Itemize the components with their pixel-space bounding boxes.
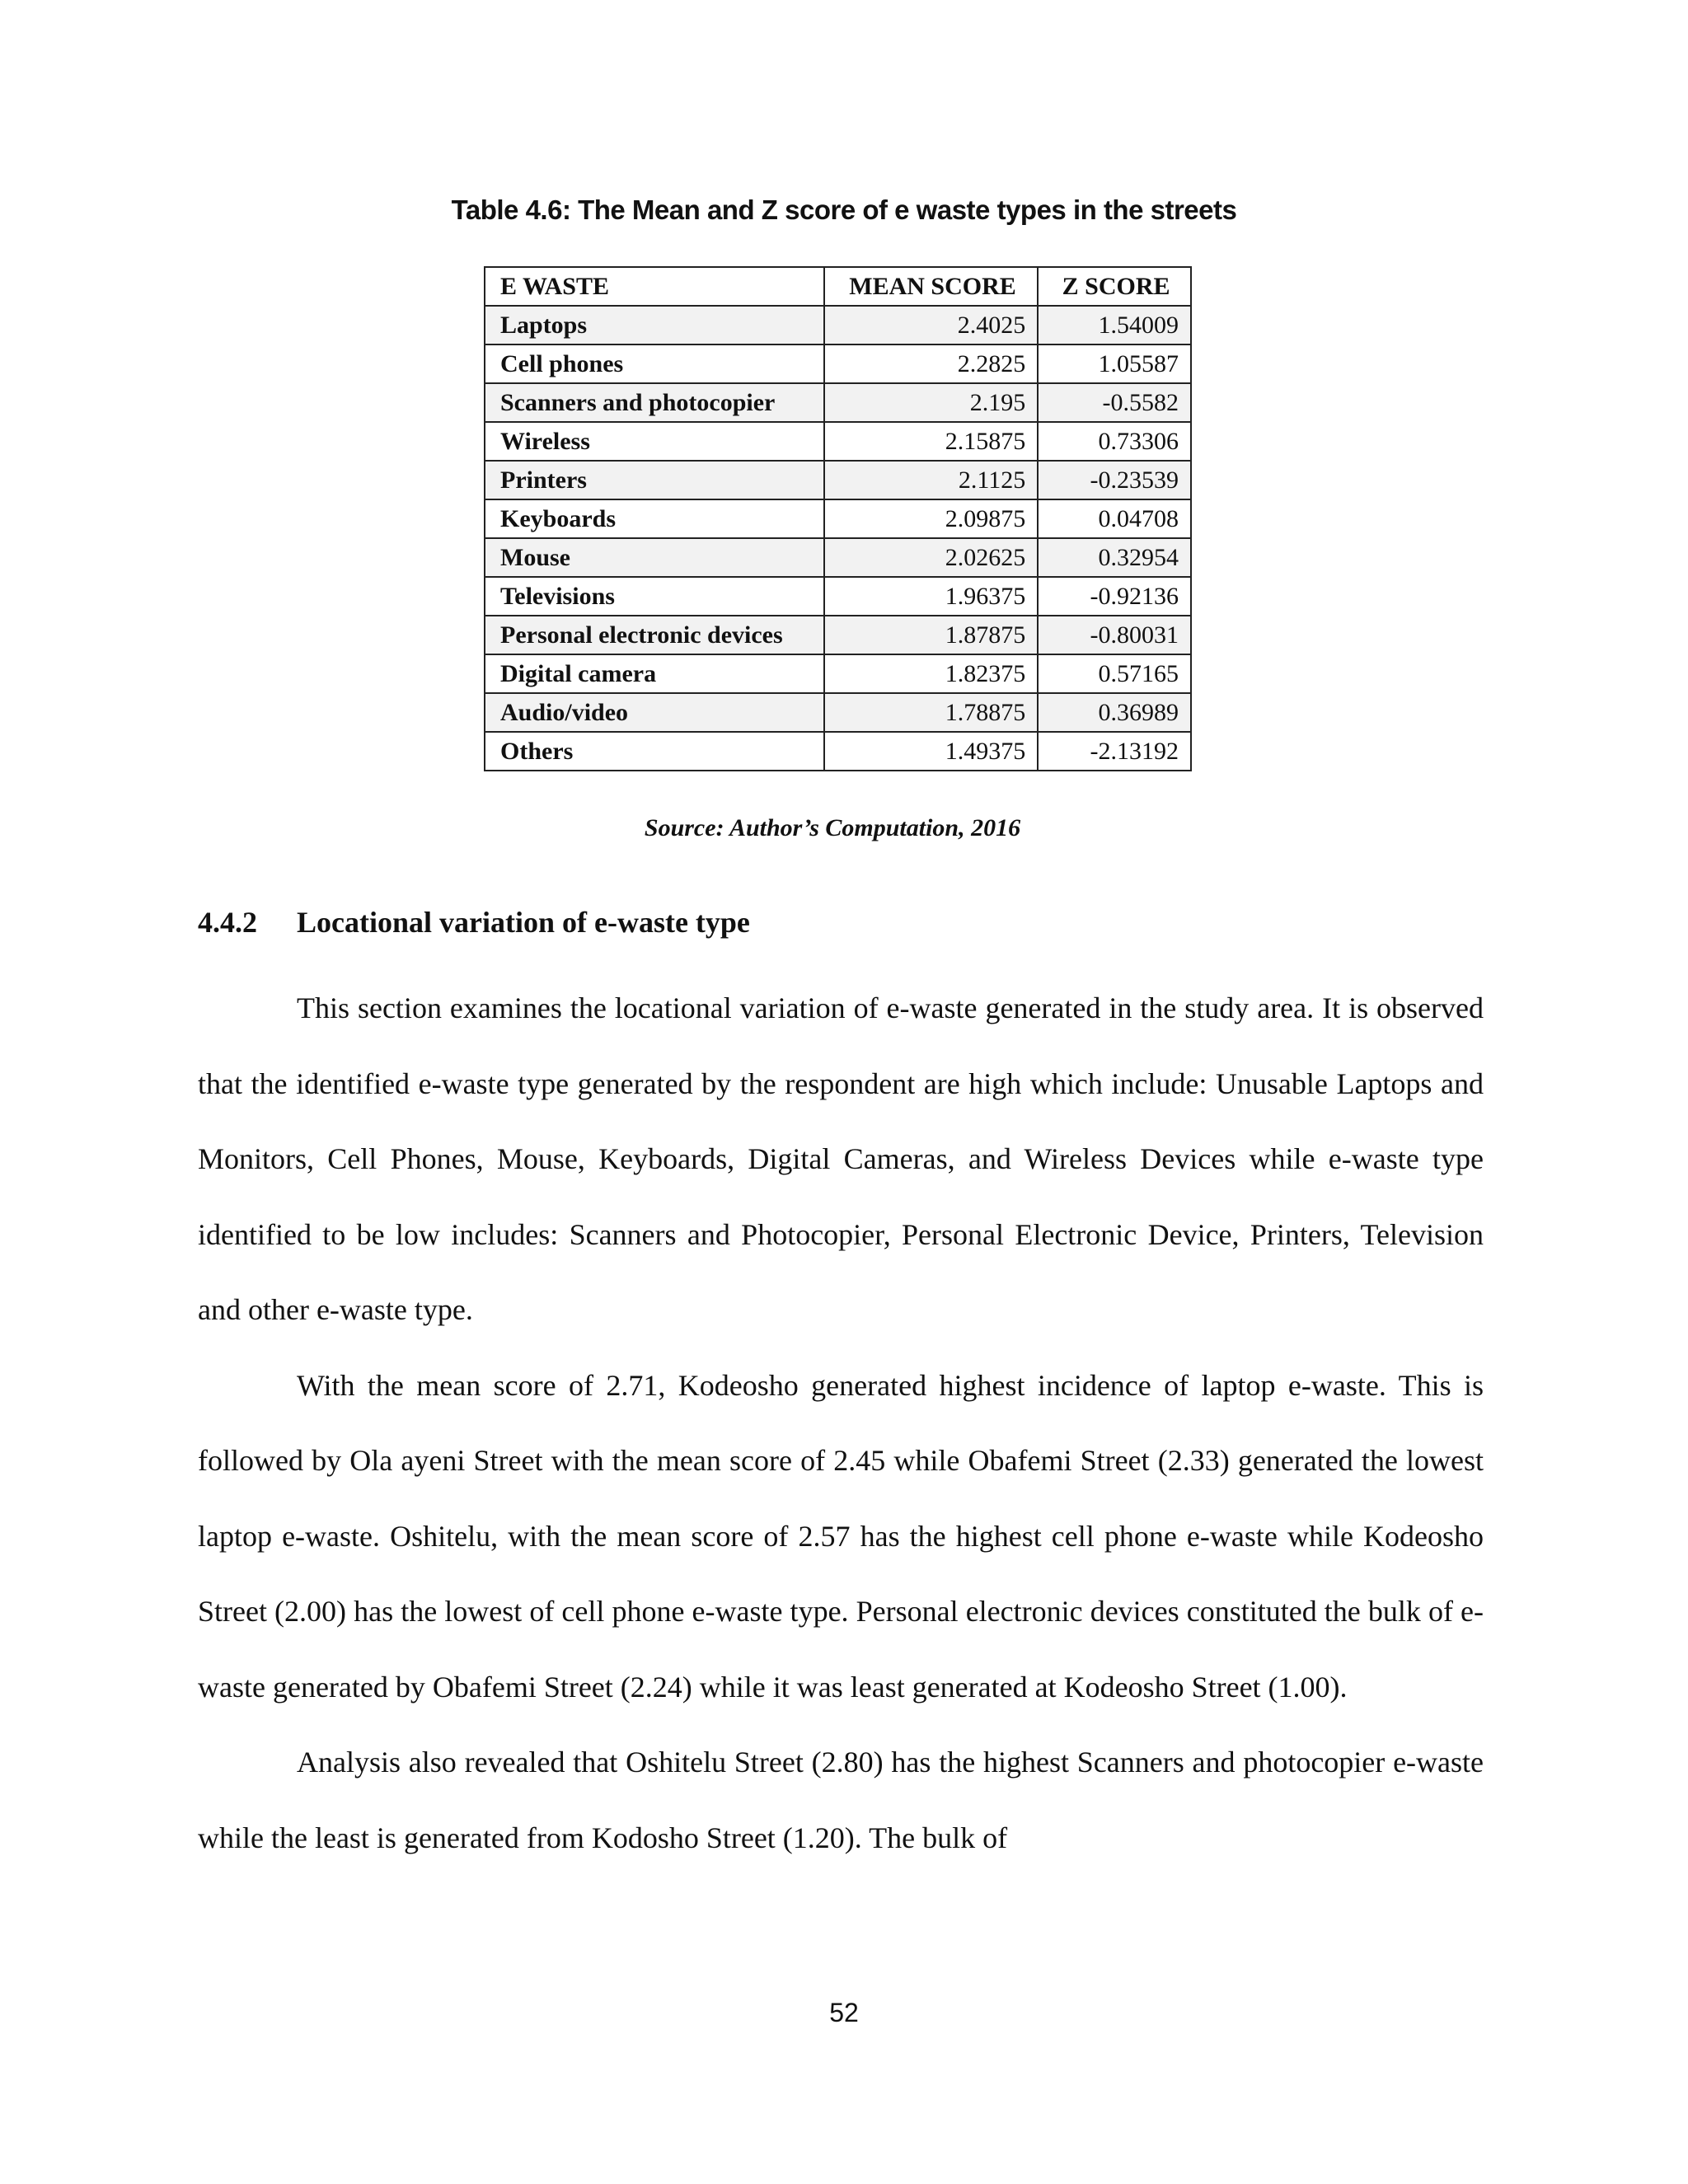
cell-z-score: -0.23539 [1038,461,1191,499]
cell-ewaste-type: Audio/video [485,693,824,732]
column-header-z-score: Z SCORE [1038,267,1191,306]
cell-z-score: 0.73306 [1038,422,1191,461]
table-row [485,616,1191,654]
table-row [485,383,1191,422]
cell-z-score: -0.5582 [1038,383,1191,422]
cell-ewaste-type: Laptops [485,306,824,344]
cell-mean-score: 1.87875 [824,616,1038,654]
cell-ewaste-type: Personal electronic devices [485,616,824,654]
cell-z-score: 0.57165 [1038,654,1191,693]
table-source: Source: Author’s Computation, 2016 [644,814,1021,841]
ewaste-table [484,266,1192,771]
table-body [485,306,1191,771]
cell-z-score: -2.13192 [1038,732,1191,771]
cell-z-score: 1.54009 [1038,306,1191,344]
cell-ewaste-type: Keyboards [485,499,824,538]
cell-mean-score: 2.2825 [824,344,1038,383]
cell-z-score: 1.05587 [1038,344,1191,383]
cell-mean-score: 1.49375 [824,732,1038,771]
cell-mean-score: 2.1125 [824,461,1038,499]
table-row [485,461,1191,499]
paragraph: With the mean score of 2.71, Kodeosho generated highest incidence of laptop e-waste. This is followed by Ola ayeni Street with the mean score of 2.45 while Obafemi Street (2.33) generated the lowest laptop e-waste. Oshitelu, with the mean score of 2.57 has the highest cell phone e-waste while Kodeosho Street (2.00) has the lowest of cell phone e-waste type. Personal electronic devices constituted the bulk of e-waste generated by Obafemi Street (2.24) while it was least generated at Kodeosho Street (1.00). [198,1368,1484,1704]
column-header-ewaste: E WASTE [485,267,824,306]
section-title: Locational variation of e-waste type [297,906,750,939]
table-row [485,577,1191,616]
table-row [485,538,1191,577]
table-header-row [485,267,1191,306]
column-header-mean-score: MEAN SCORE [824,267,1038,306]
cell-ewaste-type: Printers [485,461,824,499]
cell-mean-score: 2.09875 [824,499,1038,538]
cell-mean-score: 2.195 [824,383,1038,422]
table-row [485,732,1191,771]
body-text [198,971,1484,1876]
cell-mean-score: 2.4025 [824,306,1038,344]
cell-mean-score: 2.02625 [824,538,1038,577]
cell-ewaste-type: Televisions [485,577,824,616]
section-number: 4.4.2 [198,906,257,939]
cell-mean-score: 1.78875 [824,693,1038,732]
cell-ewaste-type: Cell phones [485,344,824,383]
cell-mean-score: 1.96375 [824,577,1038,616]
table-row [485,422,1191,461]
table-caption: Table 4.6: The Mean and Z score of e waste types in the streets [451,194,1237,225]
cell-mean-score: 1.82375 [824,654,1038,693]
page-number: 52 [829,1998,859,2027]
cell-ewaste-type: Wireless [485,422,824,461]
table-row [485,693,1191,732]
cell-mean-score: 2.15875 [824,422,1038,461]
table-row [485,499,1191,538]
paragraph: Analysis also revealed that Oshitelu Street (2.80) has the highest Scanners and photocopier e-waste while the least is generated from Kodosho Street (1.20). The bulk of [198,1746,1484,1854]
section-heading [198,905,750,940]
cell-z-score: 0.36989 [1038,693,1191,732]
cell-ewaste-type: Digital camera [485,654,824,693]
table-row [485,344,1191,383]
paragraph: This section examines the locational variation of e-waste generated in the study area. It is observed that the identified e-waste type generated by the respondent are high which include: Unusable Laptops and Monitors, Cell Phones, Mouse, Keyboards, Digital Cameras, and Wireless Devices while e-waste type identified to be low includes: Scanners and Photocopier, Personal Electronic Device, Printers, Television and other e-waste type. [198,991,1484,1326]
table-row [485,654,1191,693]
cell-ewaste-type: Scanners and photocopier [485,383,824,422]
cell-z-score: 0.32954 [1038,538,1191,577]
cell-z-score: -0.92136 [1038,577,1191,616]
cell-ewaste-type: Mouse [485,538,824,577]
cell-z-score: -0.80031 [1038,616,1191,654]
table-row [485,306,1191,344]
cell-z-score: 0.04708 [1038,499,1191,538]
cell-ewaste-type: Others [485,732,824,771]
